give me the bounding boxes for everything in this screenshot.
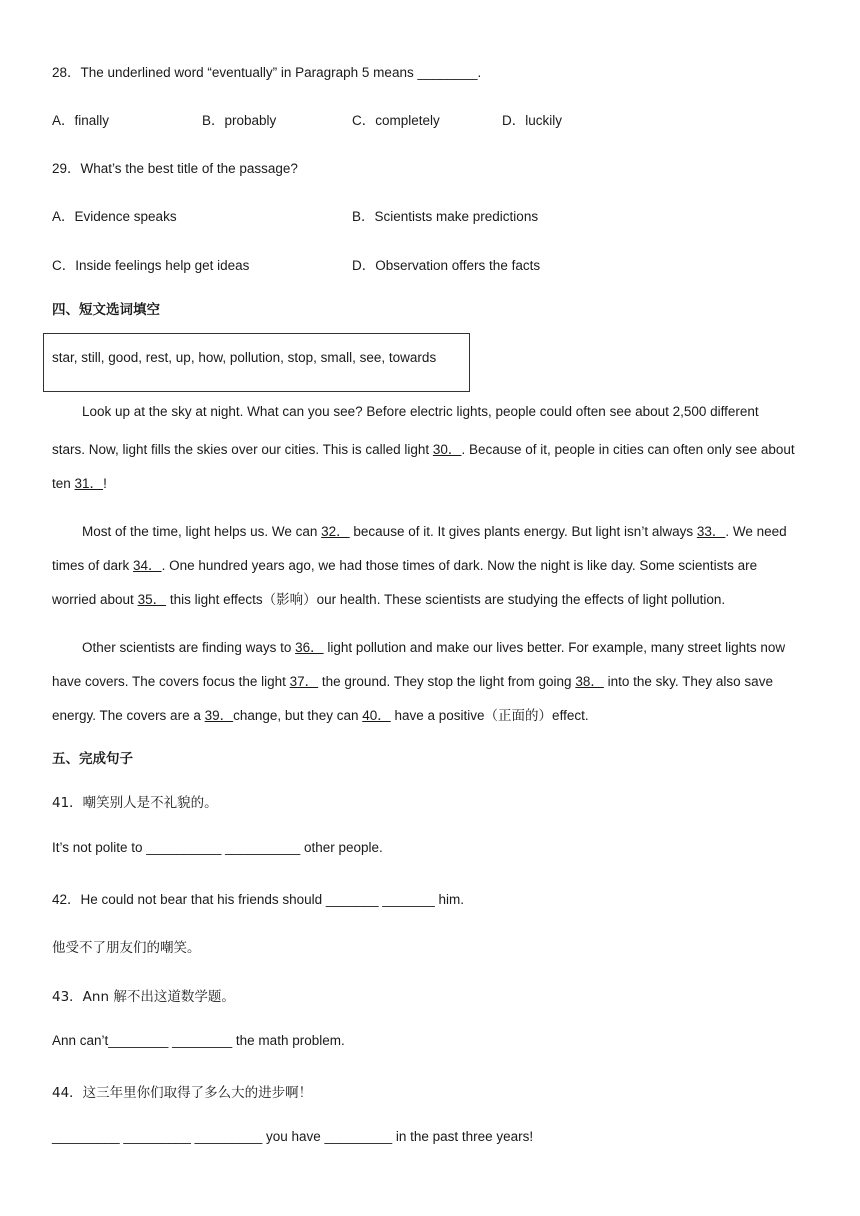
q29-option-b: B．Scientists make predictions xyxy=(352,209,539,224)
blank-39[interactable]: 39． xyxy=(204,708,234,723)
q44-english: _________ _________ _________ you have _________ in the past three years! xyxy=(52,1129,534,1144)
word-bank-text: star, still, good, rest, up, how, pollution, stop, small, see, towards xyxy=(52,350,437,365)
p3-line2-text-c: into the sky. They also save xyxy=(603,674,773,689)
p3-line3-text-b: change, but they can xyxy=(233,708,363,723)
p1-line1: Look up at the sky at night. What can you see? Before electric lights, people could often see about 2,500 different xyxy=(82,404,759,419)
p2-line2-text-a: times of dark xyxy=(52,558,134,573)
p3-line2-text-b: the ground. They stop the light from going xyxy=(318,674,576,689)
q29-stem: 29．What’s the best title of the passage? xyxy=(52,161,298,176)
blank-40[interactable]: 40． xyxy=(362,708,391,723)
q29-option-a: A．Evidence speaks xyxy=(52,209,177,224)
blank-34[interactable]: 34． xyxy=(133,558,162,573)
q28-stem: 28．The underlined word “eventually” in Paragraph 5 means ________. xyxy=(52,65,482,80)
q43-chinese: 43．Ann 解不出这道数学题。 xyxy=(52,989,235,1005)
q29-option-c: C．Inside feelings help get ideas xyxy=(52,258,250,273)
p3-line3 xyxy=(52,704,589,724)
p2-line1 xyxy=(82,520,787,540)
p2-line2-text-b: . One hundred years ago, we had those times of dark. Now the night is like day. Some scientists are xyxy=(161,558,758,573)
blank-31[interactable]: 31． xyxy=(74,476,104,491)
blank-32[interactable]: 32． xyxy=(321,524,350,539)
p3-line1-text-a: Other scientists are finding ways to xyxy=(82,640,296,655)
p1-line2 xyxy=(52,438,795,458)
p2-line1-text-c: . We need xyxy=(725,524,787,539)
blank-30[interactable]: 30． xyxy=(432,442,462,457)
blank-35[interactable]: 35． xyxy=(137,592,167,607)
p1-line2-text-a: stars. Now, light fills the skies over our cities. This is called light xyxy=(52,442,433,457)
q44-chinese: 44．这三年里你们取得了多么大的进步啊！ xyxy=(52,1085,313,1101)
q29-option-d: D．Observation offers the facts xyxy=(352,258,541,273)
p2-line3-text-a: worried about xyxy=(52,592,138,607)
p3-line3-text-a: energy. The covers are a xyxy=(52,708,205,723)
blank-38[interactable]: 38． xyxy=(575,674,604,689)
p2-line1-text-a: Most of the time, light helps us. We can xyxy=(82,524,322,539)
p3-line3-text-c: have a positive（正面的）effect. xyxy=(390,708,589,723)
p1-line3 xyxy=(52,472,107,492)
word-bank-box xyxy=(43,333,470,392)
p3-line1 xyxy=(82,636,785,656)
p1-line2-text-b: . Because of it, people in cities can often only see about xyxy=(461,442,795,457)
section4-heading: 四、短文选词填空 xyxy=(52,302,160,318)
q42-english: 42．He could not bear that his friends should _______ _______ him. xyxy=(52,892,465,907)
p2-line3-text-b: this light effects（影响）our health. These scientists are studying the effects of light pollution. xyxy=(166,592,726,607)
q28-option-d: D．luckily xyxy=(502,113,563,128)
p1-line3-text-b: ! xyxy=(103,476,107,491)
q28-option-a: A．finally xyxy=(52,113,110,128)
p3-line1-text-b: light pollution and make our lives better. For example, many street lights now xyxy=(323,640,786,655)
q42-chinese: 他受不了朋友们的嘲笑。 xyxy=(52,940,201,956)
q43-english: Ann can’t________ ________ the math problem. xyxy=(52,1033,345,1048)
p1-line3-text-a: ten xyxy=(52,476,75,491)
p2-line1-text-b: because of it. It gives plants energy. But light isn’t always xyxy=(349,524,697,539)
blank-37[interactable]: 37． xyxy=(289,674,319,689)
p3-line2-text-a: have covers. The covers focus the light xyxy=(52,674,290,689)
blank-36[interactable]: 36． xyxy=(295,640,324,655)
section5-heading: 五、完成句子 xyxy=(52,751,133,767)
p2-line2 xyxy=(52,554,757,574)
blank-33[interactable]: 33． xyxy=(696,524,726,539)
q41-english: It’s not polite to __________ __________ other people. xyxy=(52,840,383,855)
p2-line3 xyxy=(52,588,725,608)
q28-option-b: B．probably xyxy=(202,113,277,128)
p3-line2 xyxy=(52,670,773,690)
q41-chinese: 41．嘲笑别人是不礼貌的。 xyxy=(52,795,218,811)
q28-option-c: C．completely xyxy=(352,113,440,128)
